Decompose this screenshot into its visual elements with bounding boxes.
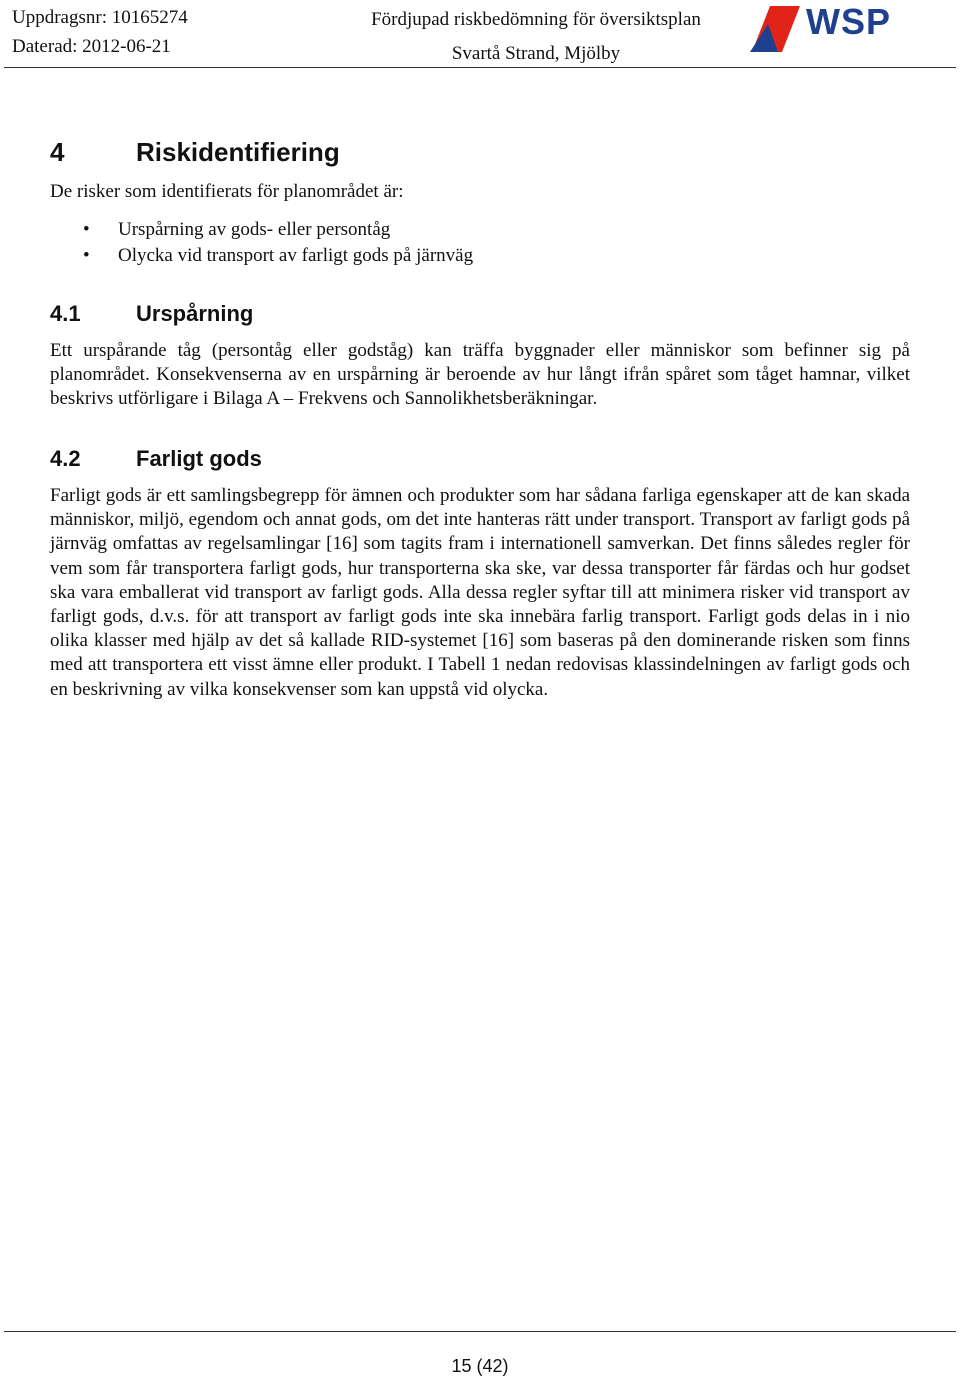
header-divider [4, 67, 956, 68]
risk-list [50, 217, 473, 269]
header-center [330, 3, 742, 71]
section-number: 4.1 [50, 301, 81, 326]
document-date: Daterad: 2012-06-21 [12, 36, 171, 57]
svg-text:WSP: WSP [806, 1, 892, 42]
wsp-logo [748, 0, 914, 56]
section-4-1-heading [50, 301, 253, 327]
footer-divider [4, 1331, 956, 1332]
list-item: • Urspårning av gods- eller persontåg [50, 217, 473, 243]
list-item: • Olycka vid transport av farligt gods på järnväg [50, 243, 473, 269]
document-title: Fördjupad riskbedömning för översiktsplan [371, 9, 701, 30]
section-title: Riskidentifiering [136, 137, 340, 167]
assignment-number: Uppdragsnr: 10165274 [12, 7, 188, 28]
section-4-2-heading [50, 446, 262, 472]
section-4-intro: De risker som identifierats för planområdet är: [50, 181, 404, 202]
section-4-2-body: Farligt gods är ett samlingsbegrepp för ämnen och produkter som har sådana farliga egenskaper att de kan skada människor, miljö, egendom och annat gods, om det inte hanteras rätt under transport. Transport av farligt gods på järnväg omfattas av regelsamlingar [16] som tagits fram i internationell samverkan. Det finns således regler för vem som får transportera farligt gods, hur transporterna ska ske, var dessa transporter får färdas och hur godset ska vara emballerat vid transport av farligt gods. Alla dessa regler syftar till att minimera risker vid transport av farligt gods, d.v.s. för att transport av farligt gods inte ska innebära farlig transport. Farligt gods delas in i nio olika klasser med hjälp av det så kallade RID-systemet [16] som baseras på den dominerande risken som finns med att transportera ett visst ämne eller produkt. I Tabell 1 nedan redovisas klassindelningen av farligt gods och en beskrivning av vilka konsekvenser som kan uppstå vid olycka. [50, 485, 910, 700]
section-number: 4.2 [50, 446, 81, 471]
section-4-1-body: Ett urspårande tåg (persontåg eller godståg) kan träffa byggnader eller människor som befinner sig på planområdet. Konsekvenserna av en urspårning är beroende av hur långt ifrån spåret som tåget hamnar, vilket beskrivs utförligare i Bilaga A – Frekvens och Sannolikhetsberäkningar. [50, 340, 910, 410]
section-4-heading [50, 137, 340, 168]
page-number: 15 (42) [451, 1356, 509, 1376]
document-location: Svartå Strand, Mjölby [451, 43, 621, 64]
header-left [12, 3, 188, 61]
section-title: Farligt gods [136, 446, 262, 471]
section-title: Urspårning [136, 301, 254, 326]
section-number: 4 [50, 137, 65, 167]
